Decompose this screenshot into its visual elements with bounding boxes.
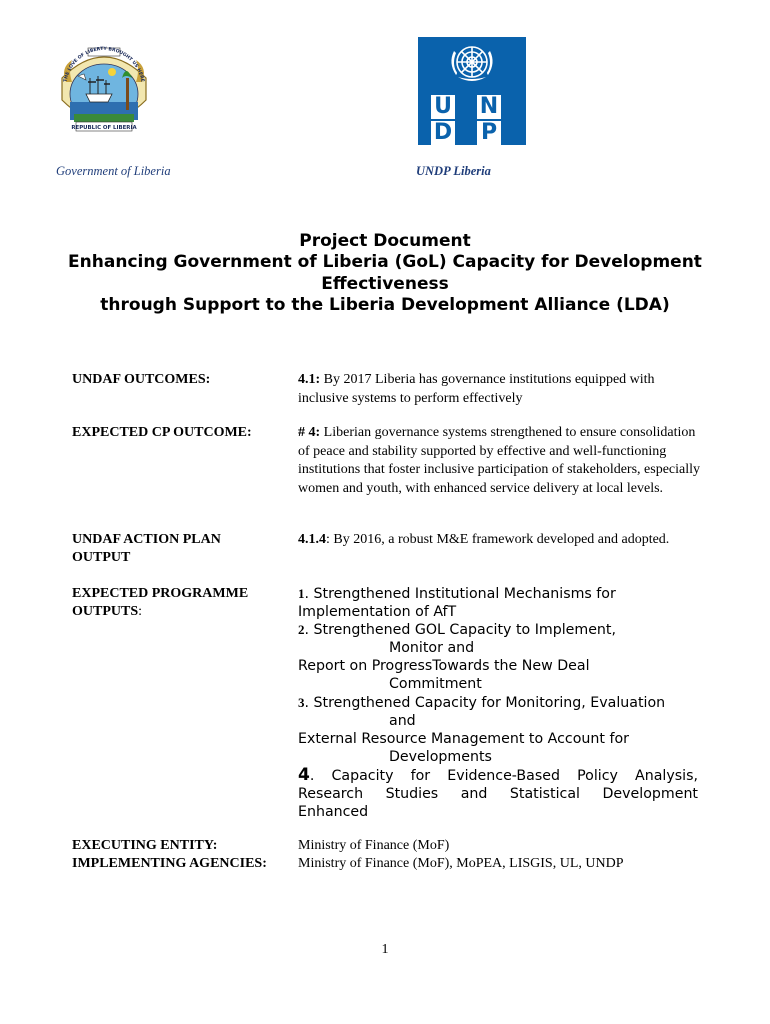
output-4-number: 4 — [298, 764, 310, 785]
output-4-line-2: Research Studies and Statistical Development — [298, 786, 698, 803]
output-4 — [298, 766, 698, 821]
output-2-line-3: Report on ProgressTowards the New Deal — [298, 658, 590, 675]
executing-entity-label: EXECUTING ENTITY: — [72, 838, 218, 853]
undaf-action-plan-label-line-2: OUTPUT — [72, 550, 131, 565]
output-2-line-2: Monitor and — [389, 640, 475, 657]
executing-entity-value: Ministry of Finance (MoF) — [298, 838, 450, 853]
undaf-action-plan-text: : By 2016, a robust M&E framework developed and adopted. — [326, 532, 670, 547]
expected-cp-outcome-value — [298, 424, 703, 498]
undp-letter-d: D — [431, 121, 455, 145]
expected-programme-outputs-label — [72, 585, 292, 621]
output-2 — [298, 621, 698, 693]
output-2-number: 2 — [298, 622, 305, 638]
title-line-1: Project Document — [299, 231, 471, 251]
liberia-seal-logo — [52, 38, 156, 142]
seal-republic-text: REPUBLIC OF LIBERIA — [71, 124, 137, 131]
undaf-outcomes-value — [298, 371, 703, 408]
undaf-outcomes-label: UNDAF OUTCOMES: — [72, 372, 211, 387]
undaf-action-plan-output-value — [298, 531, 703, 550]
output-1-line-1-text: . Strengthened Institutional Mechanisms for — [304, 586, 616, 602]
undp-letter-u: U — [431, 95, 455, 119]
output-3-number: 3 — [298, 694, 305, 710]
government-of-liberia-caption: Government of Liberia — [56, 164, 171, 178]
undp-liberia-caption: UNDP Liberia — [416, 164, 491, 178]
undp-logo — [418, 37, 526, 145]
output-3-line-1 — [298, 694, 698, 712]
output-4-line-3: Enhanced — [298, 804, 369, 821]
page-number: 1 — [381, 942, 389, 957]
undp-letter-p: P — [477, 121, 501, 145]
undaf-outcomes-text: By 2017 Liberia has governance institutions equipped with inclusive systems to perform effectively — [298, 372, 655, 406]
undaf-action-plan-ref: 4.1.4 — [298, 532, 326, 547]
implementing-agencies-label: IMPLEMENTING AGENCIES: — [72, 856, 267, 871]
title-line-4: through Support to the Liberia Development Alliance (LDA) — [100, 294, 670, 315]
undaf-outcomes-ref: 4.1: — [298, 372, 321, 387]
un-emblem-icon — [418, 37, 526, 91]
title-line-3: Effectiveness — [321, 273, 449, 294]
output-4-line-1-text: . Capacity for Evidence-Based Policy Analysis, — [309, 767, 698, 784]
output-1-line-1 — [298, 585, 698, 603]
output-3-line-2: and — [389, 712, 416, 729]
output-1-number: 1 — [298, 586, 305, 601]
programme-outputs-list — [298, 585, 698, 821]
output-1-line-2: Implementation of AfT — [298, 604, 457, 621]
output-2-line-1-text: . Strengthened GOL Capacity to Implement, — [304, 622, 616, 639]
document-title — [40, 231, 730, 316]
output-2-line-1 — [298, 621, 698, 639]
programme-outputs-label-line-2 — [72, 603, 292, 621]
output-3 — [298, 694, 698, 766]
output-3-line-4: Developments — [389, 748, 492, 765]
expected-cp-outcome-text: Liberian governance systems strengthened to ensure consolidation of peace and stability supported by effective and well-functioning institutions that foster inclusive participation of stakeholders, especially women and youth, with enhanced service delivery at local levels. — [298, 425, 701, 496]
output-4-line-1 — [298, 766, 698, 785]
undaf-action-plan-output-label — [72, 531, 292, 567]
output-3-line-1-text: . Strengthened Capacity for Monitoring, Evaluation — [304, 694, 666, 711]
programme-outputs-label-line-1: EXPECTED PROGRAMME — [72, 586, 249, 601]
implementing-agencies-value: Ministry of Finance (MoF), MoPEA, LISGIS, UL, UNDP — [298, 856, 624, 871]
title-line-2: Enhancing Government of Liberia (GoL) Capacity for Development — [68, 252, 702, 273]
output-2-line-4: Commitment — [389, 676, 482, 693]
seal-motto-text: THE LOVE OF LIBERTY BROUGHT US HERE — [63, 46, 145, 83]
expected-cp-outcome-label: EXPECTED CP OUTCOME: — [72, 425, 252, 440]
programme-outputs-label-text: OUTPUTS — [72, 604, 139, 619]
undp-letter-n: N — [477, 95, 501, 119]
programme-outputs-label-colon: : — [138, 604, 143, 619]
output-1 — [298, 585, 698, 621]
undaf-action-plan-label-line-1: UNDAF ACTION PLAN — [72, 532, 221, 547]
output-3-line-3: External Resource Management to Account for — [298, 730, 629, 747]
expected-cp-outcome-ref: # 4: — [298, 425, 321, 440]
